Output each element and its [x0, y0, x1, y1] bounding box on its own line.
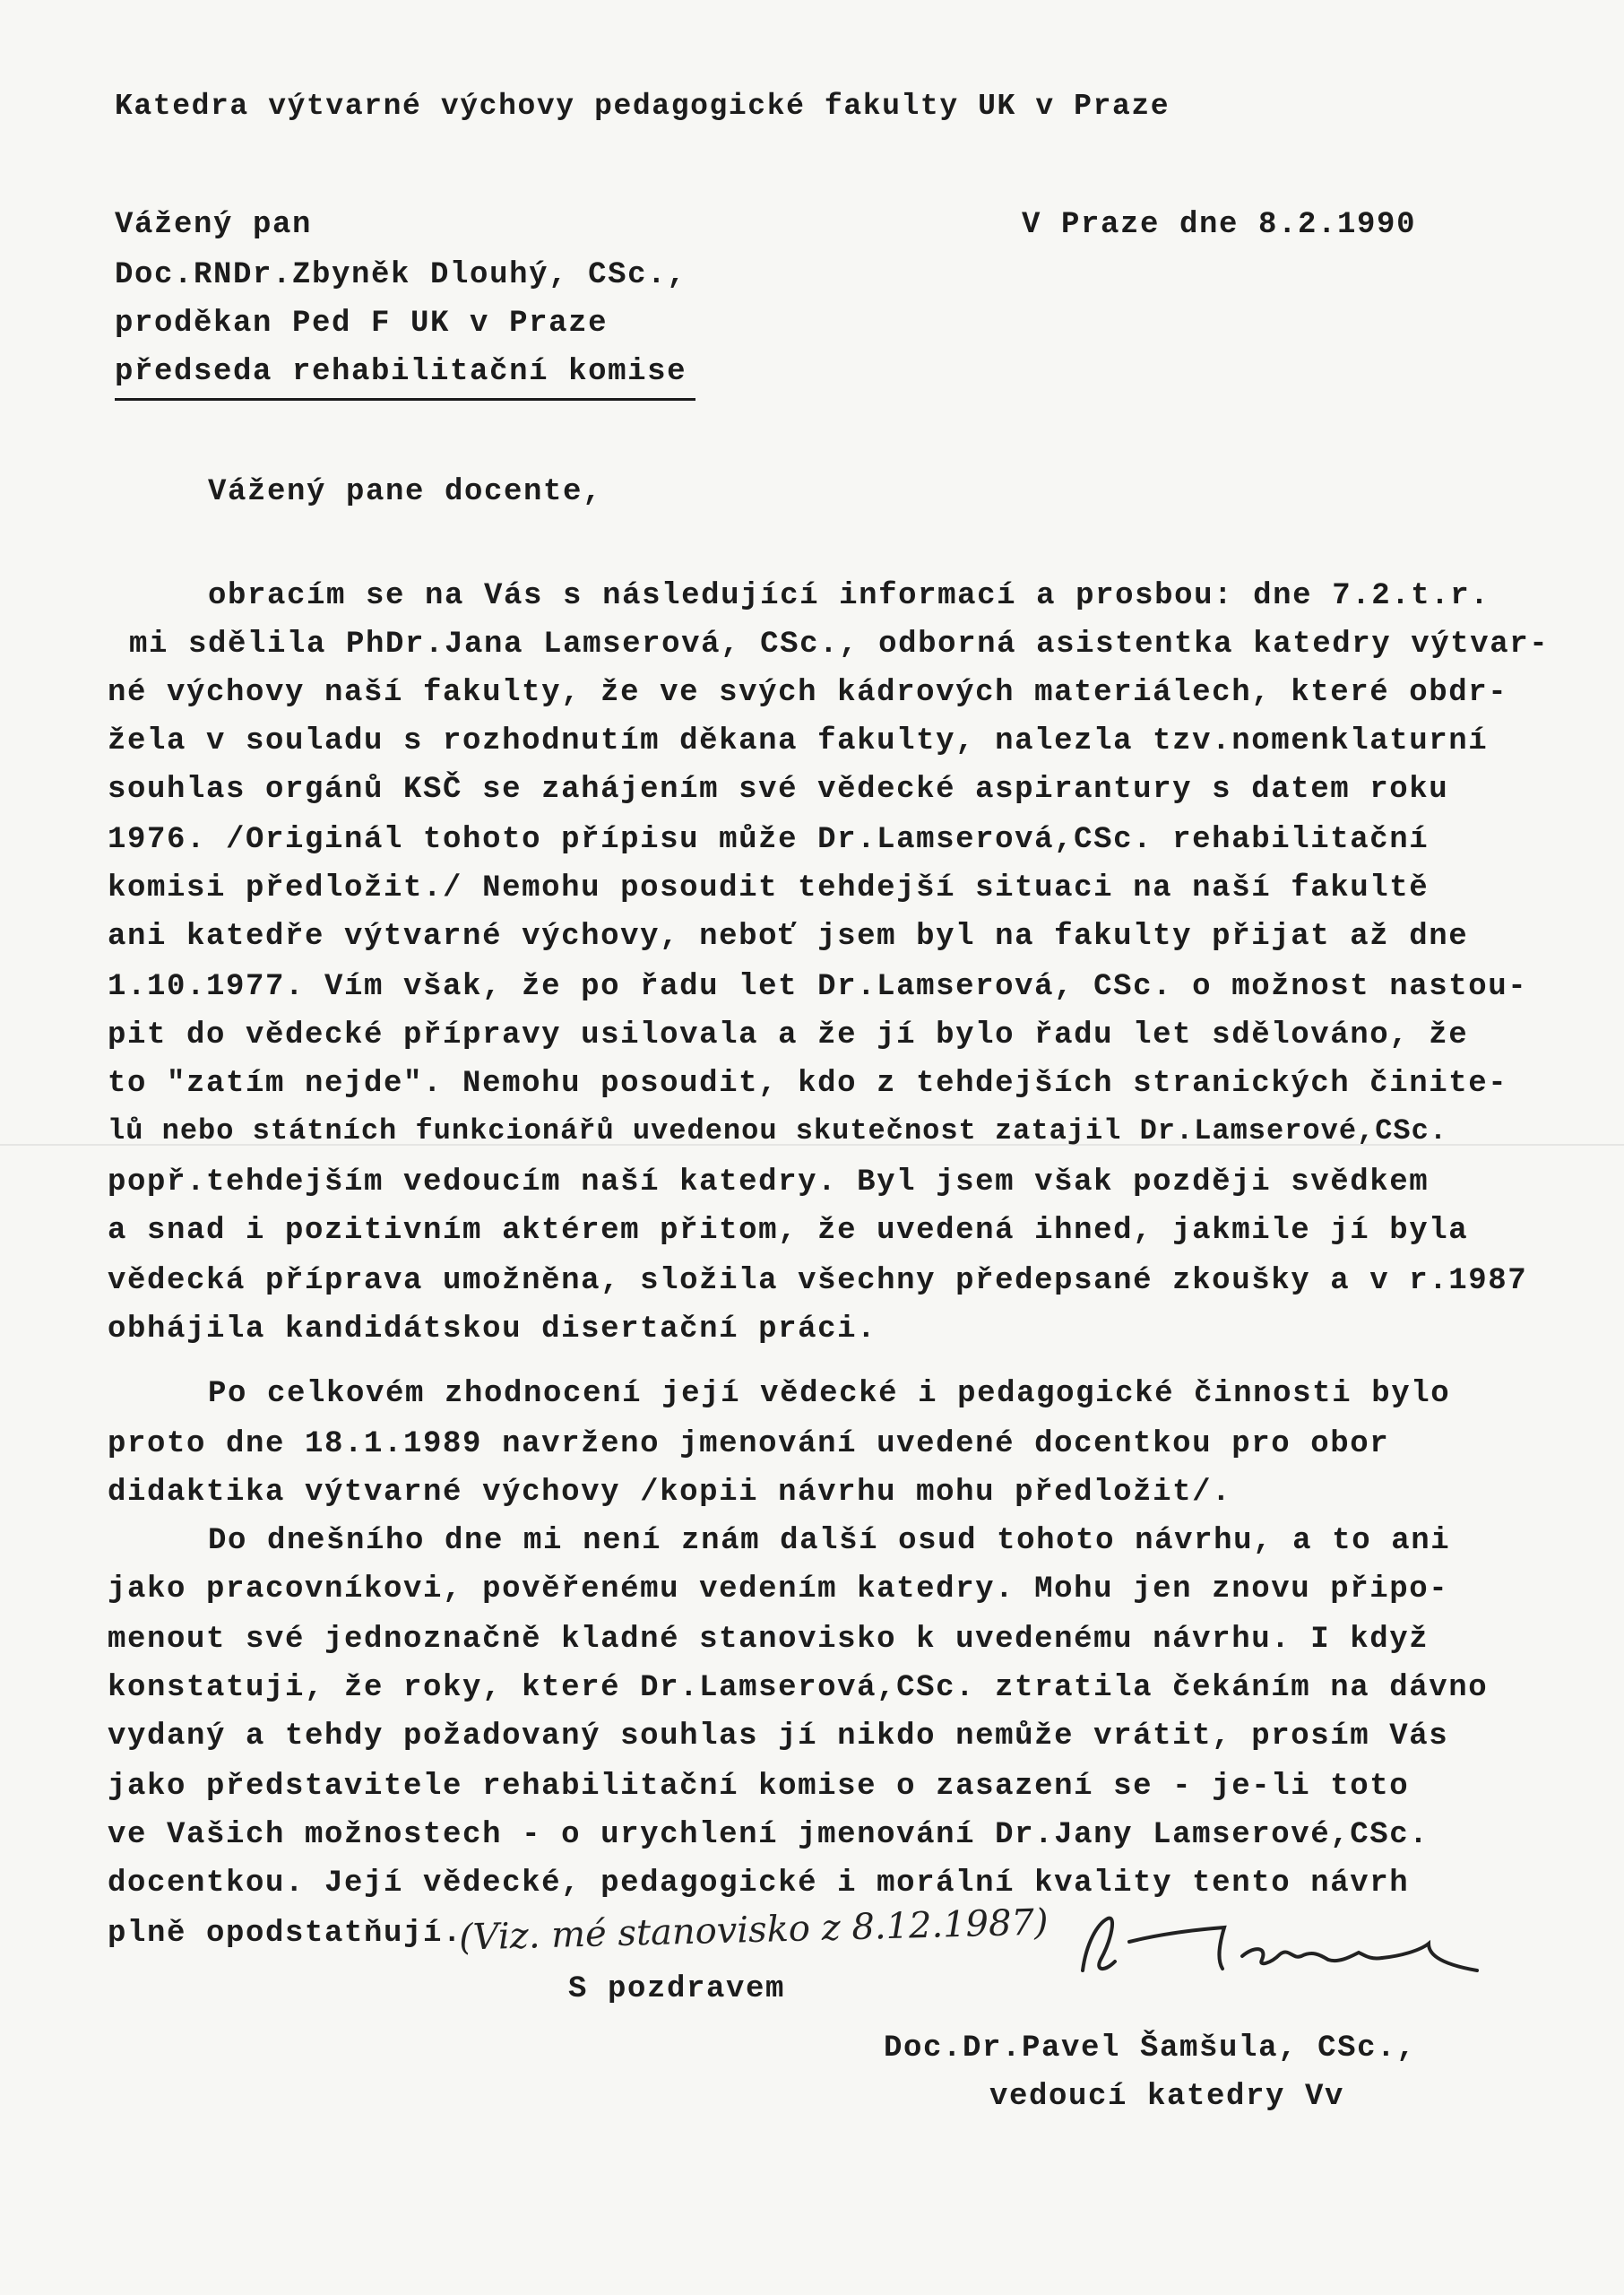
body-line-25: jako představitele rehabilitační komise o zasazení se - je-li toto — [108, 1770, 1410, 1804]
body-line-28: plně opodstatňují. — [108, 1917, 463, 1951]
body-line-11: to "zatím nejde". Nemohu posoudit, kdo z tehdejších stranických činite- — [108, 1067, 1508, 1101]
body-line-3: né výchovy naší fakulty, že ve svých kádrových materiálech, které obdr- — [108, 676, 1508, 710]
body-line-20: Do dnešního dne mi není znám další osud tohoto návrhu, a to ani — [208, 1524, 1451, 1558]
recipient-line-1: Vážený pan — [115, 208, 313, 242]
handwritten-note: (Viz. mé stanovisko z 8.12.1987) — [458, 1901, 1050, 1959]
body-line-24: vydaný a tehdy požadovaný souhlas jí nikdo nemůže vrátit, prosím Vás — [108, 1719, 1449, 1754]
body-line-16: obhájila kandidátskou disertační práci. — [108, 1312, 877, 1347]
body-line-19: didaktika výtvarné výchovy /kopii návrhu mohu předložit/. — [108, 1476, 1232, 1510]
body-line-1: obracím se na Vás s následující informací a prosbou: dne 7.2.t.r. — [208, 579, 1490, 613]
signature-title: vedoucí katedry Vv — [989, 2080, 1345, 2114]
body-line-12: lů nebo státních funkcionářů uvedenou skutečnost zatajil Dr.Lamserové,CSc. — [108, 1114, 1448, 1148]
body-line-22: menout své jednoznačně kladné stanovisko k uvedenému návrhu. I když — [108, 1623, 1430, 1657]
handwritten-signature — [1067, 1893, 1488, 2001]
body-line-8: ani katedře výtvarné výchovy, neboť jsem byl na fakulty přijat až dne — [108, 920, 1469, 954]
body-line-15: vědecká příprava umožněna, složila všechny předepsané zkoušky a v r.1987 — [108, 1264, 1528, 1298]
recipient-line-2: Doc.RNDr.Zbyněk Dlouhý, CSc., — [115, 258, 687, 292]
signature-name: Doc.Dr.Pavel Šamšula, CSc., — [884, 2031, 1417, 2066]
salutation: Vážený pane docente, — [208, 475, 603, 509]
body-line-27: docentkou. Její vědecké, pedagogické i morální kvality tento návrh — [108, 1866, 1410, 1901]
letter-date: V Praze dne 8.2.1990 — [1022, 208, 1417, 242]
body-line-10: pit do vědecké přípravy usilovala a že jí bylo řadu let sdělováno, že — [108, 1018, 1469, 1052]
body-line-4: žela v souladu s rozhodnutím děkana fakulty, nalezla tzv.nomenklaturní — [108, 724, 1489, 758]
closing: S pozdravem — [568, 1972, 786, 2006]
recipient-underline — [115, 398, 695, 401]
body-line-26: ve Vašich možnostech - o urychlení jmenování Dr.Jany Lamserové,CSc. — [108, 1818, 1430, 1852]
body-line-7: komisi předložit./ Nemohu posoudit tehdejší situaci na naší fakultě — [108, 871, 1430, 905]
body-line-9: 1.10.1977. Vím však, že po řadu let Dr.Lamserová, CSc. o možnost nastou- — [108, 970, 1528, 1004]
body-line-2: mi sdělila PhDr.Jana Lamserová, CSc., odborná asistentka katedry výtvar- — [129, 628, 1550, 662]
recipient-line-4: předseda rehabilitační komise — [115, 355, 687, 389]
recipient-line-3: proděkan Ped F UK v Praze — [115, 307, 609, 341]
body-line-5: souhlas orgánů KSČ se zahájením své vědecké aspirantury s datem roku — [108, 773, 1449, 807]
body-line-13: popř.tehdejším vedoucím naší katedry. Byl jsem však později svědkem — [108, 1165, 1430, 1199]
body-line-14: a snad i pozitivním aktérem přitom, že uvedená ihned, jakmile jí byla — [108, 1214, 1469, 1248]
body-line-23: konstatuji, že roky, které Dr.Lamserová,CSc. ztratila čekáním na dávno — [108, 1671, 1489, 1705]
body-line-17: Po celkovém zhodnocení její vědecké i pedagogické činnosti bylo — [208, 1377, 1451, 1411]
body-line-18: proto dne 18.1.1989 navrženo jmenování uvedené docentkou pro obor — [108, 1427, 1390, 1461]
body-line-6: 1976. /Originál tohoto přípisu může Dr.Lamserová,CSc. rehabilitační — [108, 823, 1430, 857]
letter-header: Katedra výtvarné výchovy pedagogické fakulty UK v Praze — [115, 90, 1170, 123]
body-line-21: jako pracovníkovi, pověřenému vedením katedry. Mohu jen znovu připo- — [108, 1572, 1449, 1606]
